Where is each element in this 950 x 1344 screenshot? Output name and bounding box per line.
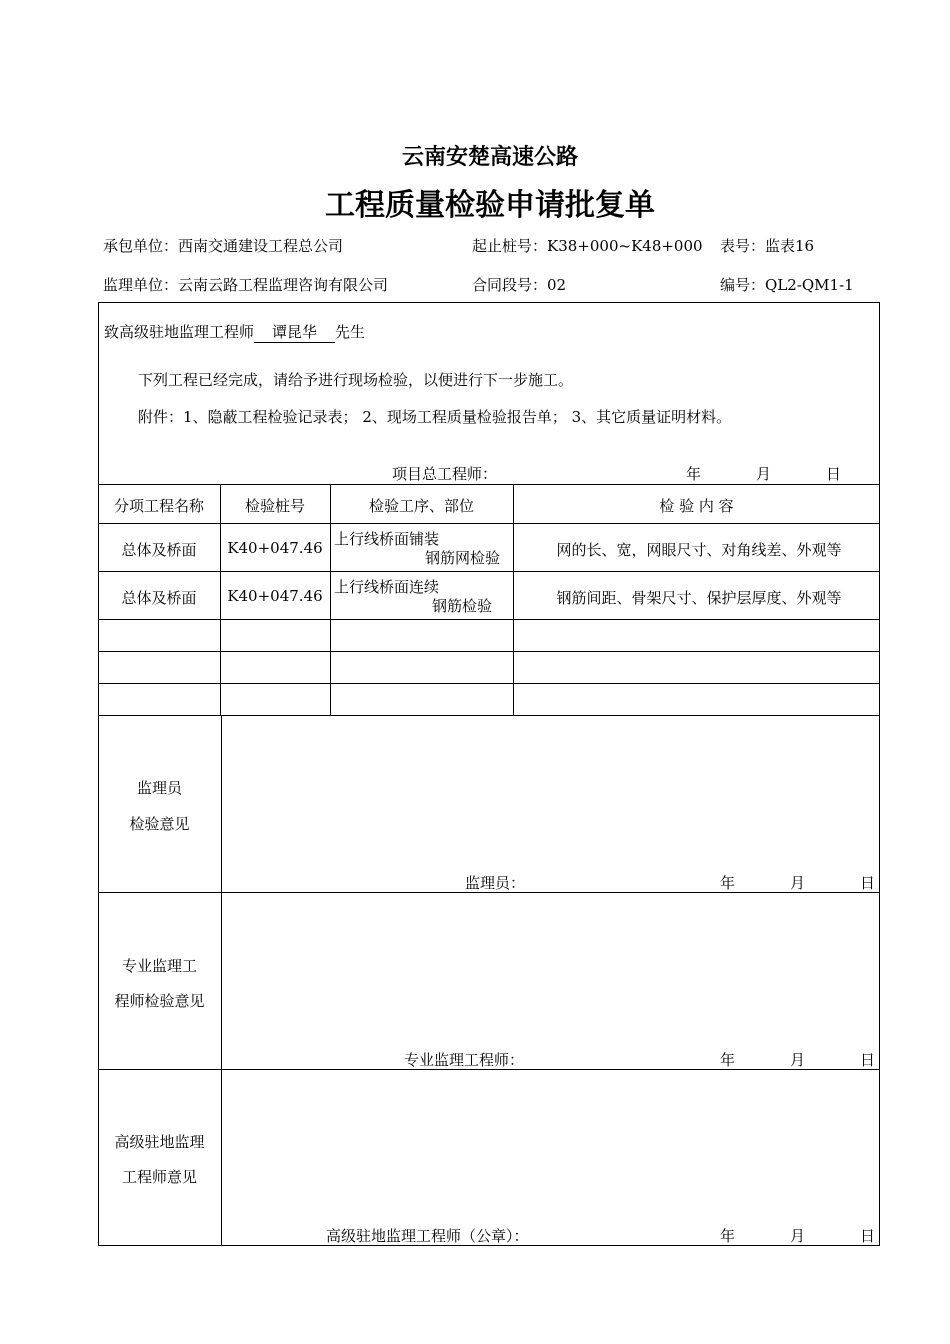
specialist-label-line1: 专业监理工 xyxy=(121,957,197,975)
senior-month: 月 xyxy=(790,1227,806,1245)
row1-content: 网的长、宽，网眼尺寸、对角线差、外观等 xyxy=(556,541,842,559)
senior-signer: 高级驻地监理工程师（公章）： xyxy=(326,1227,529,1245)
table-divider xyxy=(98,715,880,716)
contractor-value: 西南交通建设工程总公司 xyxy=(178,237,344,255)
senior-day: 日 xyxy=(860,1227,876,1245)
addressee-prefix: 致高级驻地监理工程师 xyxy=(104,323,255,341)
table-divider xyxy=(98,484,880,485)
specialist-day: 日 xyxy=(860,1051,876,1069)
request-day: 日 xyxy=(826,465,842,483)
row2-item: 总体及桥面 xyxy=(121,589,197,607)
row1-process-line2: 钢筋网检验 xyxy=(424,549,500,567)
form-no-value: 监表16 xyxy=(765,237,815,255)
inspector-signer: 监理员： xyxy=(465,874,526,892)
contract-section-value: 02 xyxy=(547,276,567,294)
table-divider xyxy=(98,683,880,684)
addressee-line xyxy=(104,321,365,343)
table-divider xyxy=(221,715,222,1246)
row2-content: 钢筋间距、骨架尺寸、保护层厚度、外观等 xyxy=(556,589,842,607)
form-no-field xyxy=(720,235,814,256)
contract-section-label: 合同段号： xyxy=(472,276,548,294)
serial-label: 编号： xyxy=(720,276,766,294)
specialist-month: 月 xyxy=(790,1051,806,1069)
serial-value: QL2-QM1-1 xyxy=(765,276,854,294)
contractor-field xyxy=(103,235,343,256)
form-no-label: 表号： xyxy=(720,237,766,255)
request-month: 月 xyxy=(756,465,772,483)
specialist-year: 年 xyxy=(720,1051,736,1069)
inspector-year: 年 xyxy=(720,874,736,892)
engineer-name: 谭昆华 xyxy=(254,321,335,343)
serial-field xyxy=(720,274,854,295)
specialist-label-line2: 程师检验意见 xyxy=(114,992,205,1010)
row2-process-line1: 上行线桥面连续 xyxy=(334,578,440,596)
table-divider xyxy=(330,484,331,715)
station-range-field xyxy=(472,235,703,256)
chief-engineer-label: 项目总工程师： xyxy=(392,465,498,483)
contract-section-field xyxy=(472,274,566,295)
company-title: 云南安楚高速公路 xyxy=(401,145,578,170)
addressee-suffix: 先生 xyxy=(335,323,366,341)
station-range-label: 起止桩号： xyxy=(472,237,548,255)
header-process: 检验工序、部位 xyxy=(368,497,474,515)
specialist-signer: 专业监理工程师： xyxy=(404,1051,525,1069)
row1-process-line1: 上行线桥面铺装 xyxy=(334,530,440,548)
table-divider xyxy=(98,619,880,620)
table-divider xyxy=(98,571,880,572)
row1-station: K40+047.46 xyxy=(227,539,323,557)
row1-item: 总体及桥面 xyxy=(121,541,197,559)
row2-station: K40+047.46 xyxy=(227,587,323,605)
senior-label-line1: 高级驻地监理 xyxy=(114,1133,205,1151)
supervisor-field xyxy=(103,274,388,295)
table-divider xyxy=(98,651,880,652)
supervisor-value: 云南云路工程监理咨询有限公司 xyxy=(178,276,389,294)
inspector-label-line1: 监理员 xyxy=(136,779,182,797)
inspector-month: 月 xyxy=(790,874,806,892)
inspector-day: 日 xyxy=(860,874,876,892)
header-station: 检验桩号 xyxy=(244,497,305,515)
request-body: 下列工程已经完成，请给予进行现场检验，以便进行下一步施工。 xyxy=(138,371,574,389)
inspector-label-line2: 检验意见 xyxy=(129,815,190,833)
attachments-line: 附件：1、隐蔽工程检验记录表； 2、现场工程质量检验报告单； 3、其它质量证明材料。 xyxy=(138,408,732,426)
header-content: 检 验 内 容 xyxy=(659,497,734,515)
header-item-name: 分项工程名称 xyxy=(113,497,204,515)
table-divider xyxy=(98,523,880,524)
contractor-label: 承包单位： xyxy=(103,237,179,255)
table-divider xyxy=(513,484,514,715)
senior-year: 年 xyxy=(720,1227,736,1245)
request-year: 年 xyxy=(686,465,702,483)
supervisor-label: 监理单位： xyxy=(103,276,179,294)
form-table xyxy=(98,302,880,1246)
station-range-value: K38+000~K48+000 xyxy=(547,237,703,255)
row2-process-line2: 钢筋检验 xyxy=(431,597,492,615)
senior-label-line2: 工程师意见 xyxy=(121,1168,197,1186)
form-title: 工程质量检验申请批复单 xyxy=(325,188,655,223)
